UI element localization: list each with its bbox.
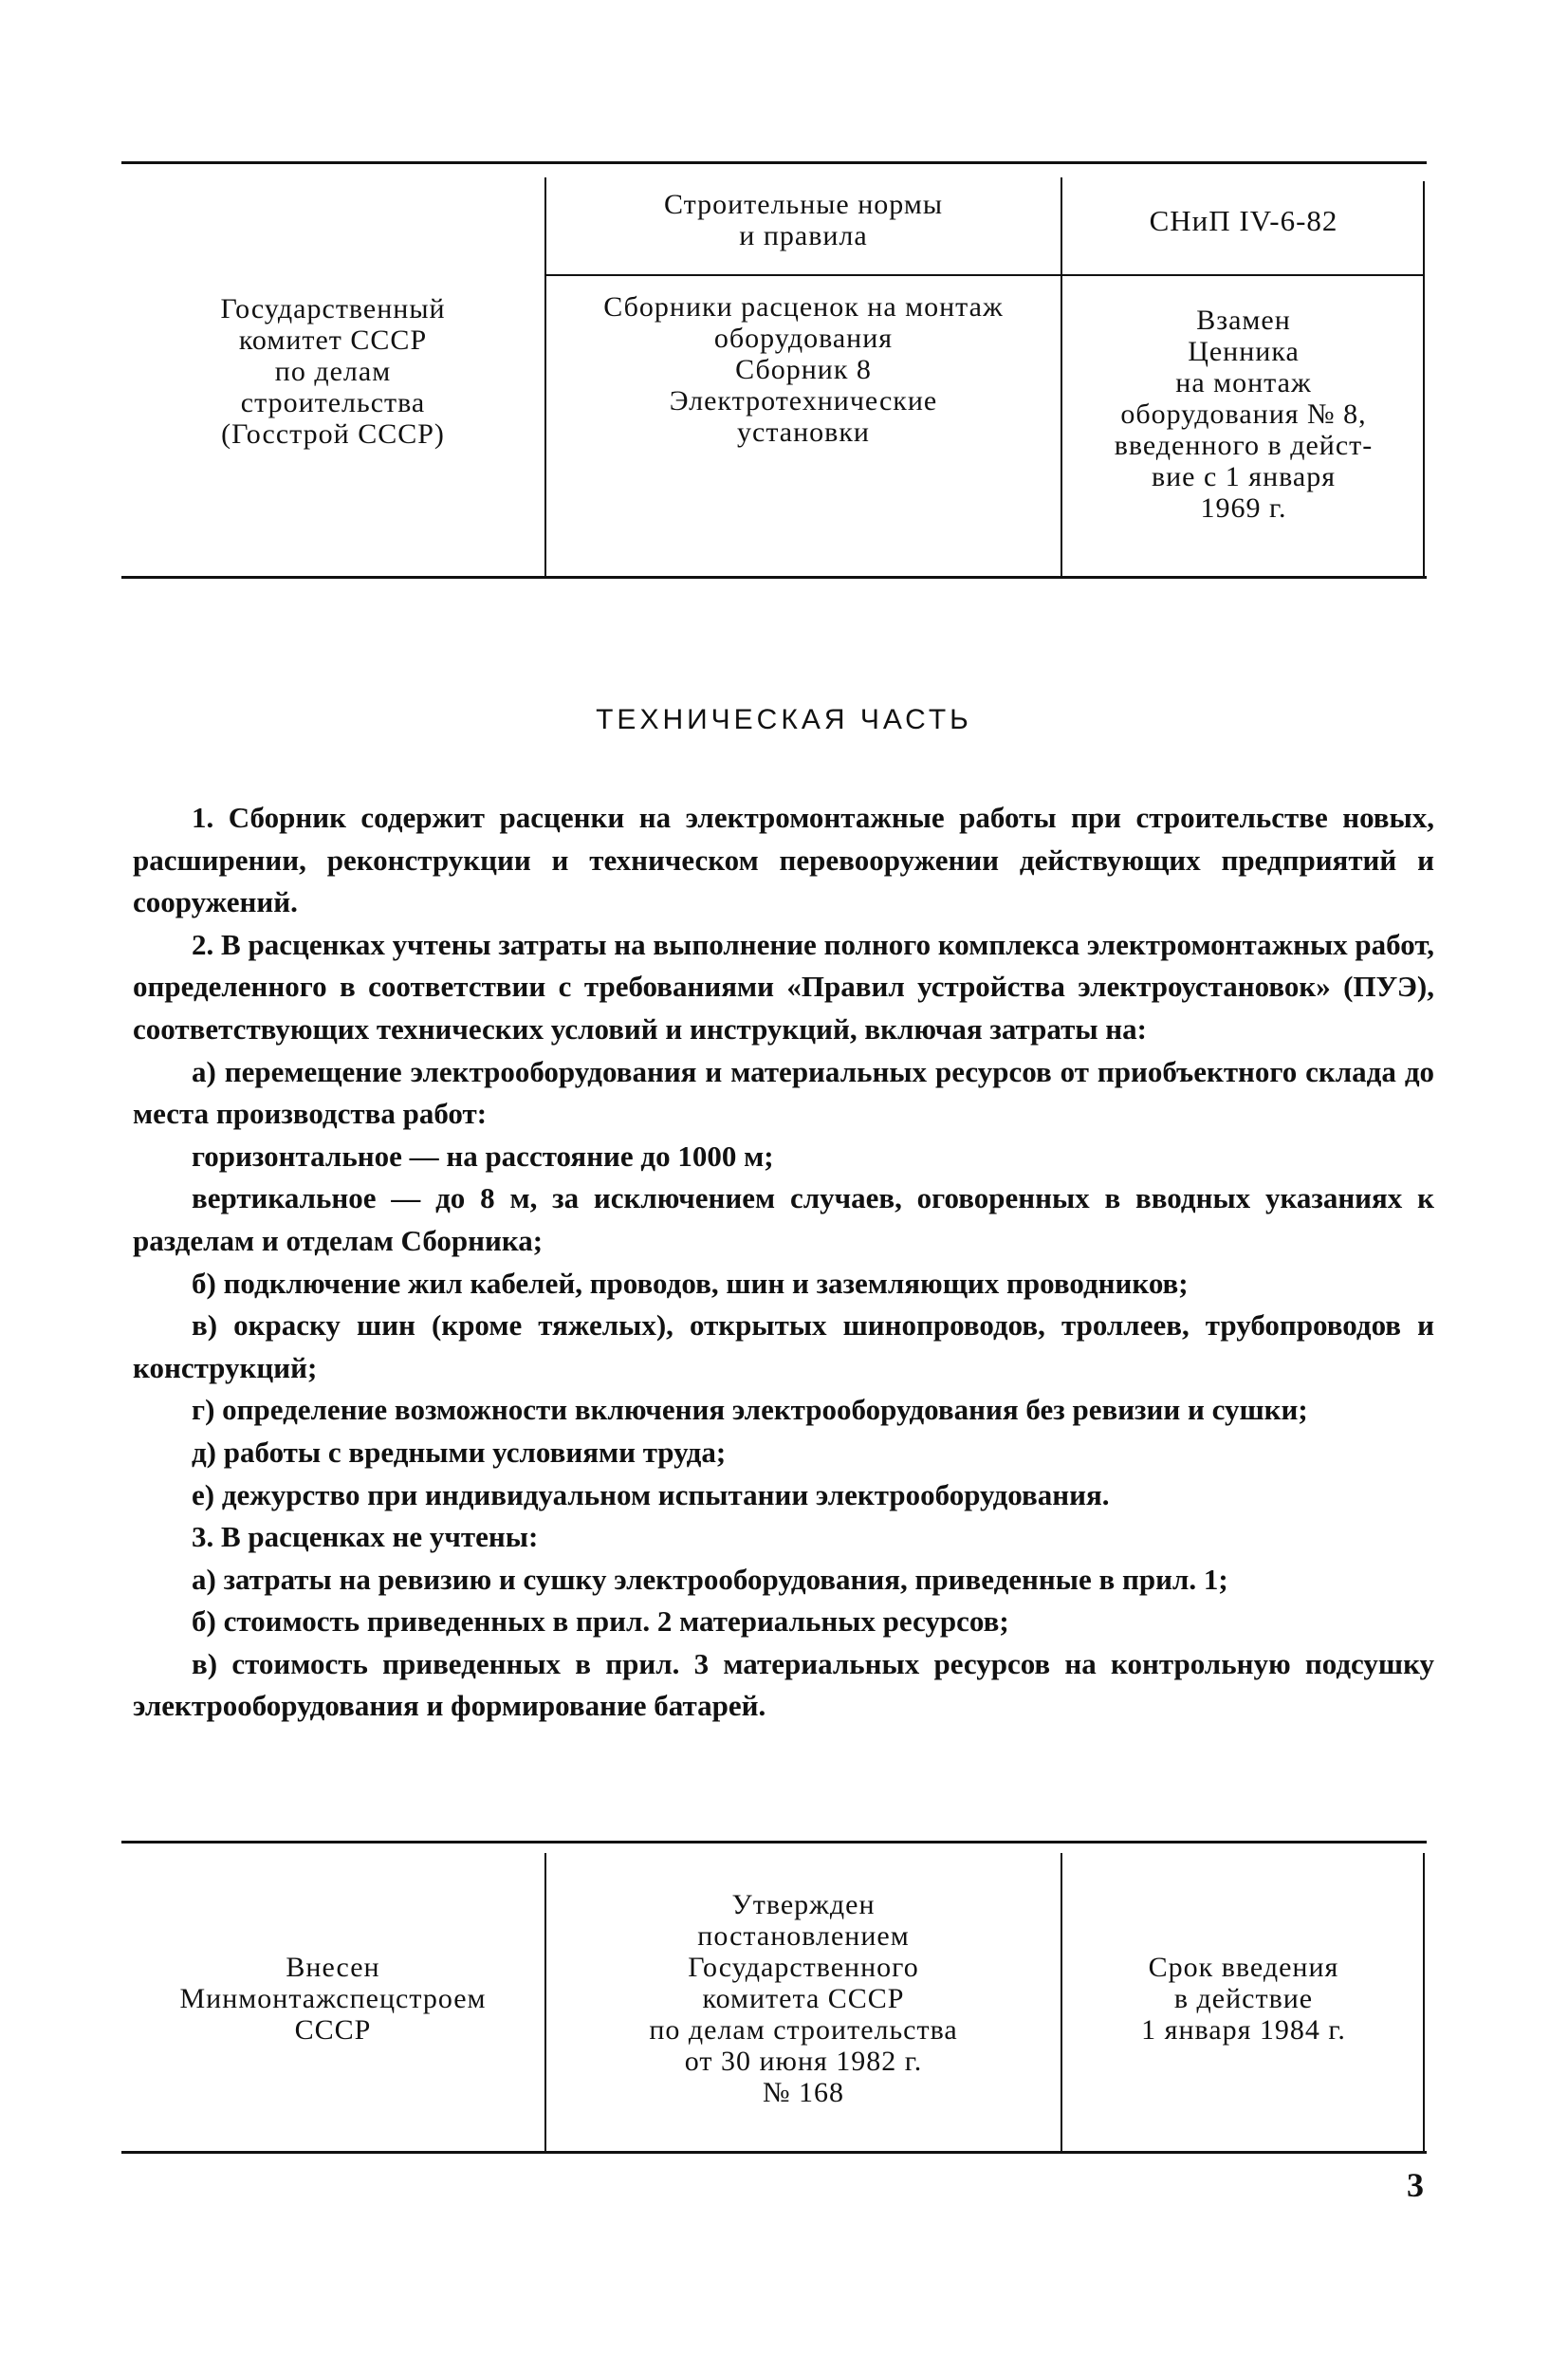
- paragraph: 1. Сборник содержит расценки на электромонтажные работы при строительстве новых, расширении, реконструкции и техническом перевооружении действующих предприятий и сооружений.: [133, 801, 1434, 919]
- agency-text: Государственный комитет СССР по делам строительства (Госстрой СССР): [220, 293, 446, 450]
- paragraph: горизонтальное — на расстояние до 1000 м;: [192, 1139, 774, 1173]
- technical-part-body: [133, 797, 1434, 1728]
- paragraph: г) определение возможности включения электрооборудования без ревизии и сушки;: [192, 1393, 1308, 1427]
- replaces-text: Взамен Ценника на монтаж оборудования № 8, введенного в дейст- вие с 1 января 1969 г.: [1114, 305, 1374, 524]
- submitted-text: Внесен Минмонтажспецстроем СССР: [179, 1952, 487, 2046]
- collection-cell: [546, 276, 1061, 466]
- norms-cell: [546, 168, 1061, 272]
- paragraph: 3. В расценках не учтены:: [192, 1520, 539, 1554]
- page-number: 3: [1407, 2166, 1424, 2204]
- paragraph: б) подключение жил кабелей, проводов, шин и заземляющих проводников;: [192, 1266, 1189, 1300]
- paragraph: д) работы с вредными условиями труда;: [192, 1435, 727, 1469]
- paragraph: а) перемещение электрооборудования и материальных ресурсов от приобъектного склада до места производства работ:: [133, 1054, 1434, 1131]
- paragraph: в) стоимость приведенных в прил. 3 материальных ресурсов на контрольную подсушку электрооборудования и формирование батарей.: [133, 1646, 1434, 1723]
- code-cell: [1062, 168, 1425, 272]
- paragraph: вертикальное — до 8 м, за исключением случаев, оговоренных в вводных указаниях к разделам и отделам Сборника;: [133, 1181, 1434, 1257]
- effective-cell: [1062, 1843, 1425, 2154]
- approved-cell: [546, 1843, 1061, 2154]
- paragraph: 2. В расценках учтены затраты на выполнение полного комплекса электромонтажных работ, определенного в соответствии с требованиями «Правил устройства электроустановок» (ПУЭ), соответствующих технических условий и инструкций, включая затраты на:: [133, 927, 1434, 1046]
- replaces-cell: [1062, 276, 1425, 578]
- agency-cell: [121, 164, 544, 579]
- approved-text: Утвержден постановлением Государственного комитета СССР по делам строительства от 30 июня 1982 г. № 168: [649, 1889, 958, 2108]
- paragraph: а) затраты на ревизию и сушку электрооборудования, приведенные в прил. 1;: [192, 1562, 1228, 1596]
- header-table: [121, 161, 1427, 579]
- paragraph: в) окраску шин (кроме тяжелых), открытых шинопроводов, троллеев, трубопроводов и конструкций;: [133, 1308, 1434, 1384]
- paragraph: б) стоимость приведенных в прил. 2 материальных ресурсов;: [192, 1604, 1009, 1639]
- collection-text: Сборники расценок на монтаж оборудования Сборник 8 Электротехнические установки: [603, 291, 1004, 448]
- section-title: ТЕХНИЧЕСКАЯ ЧАСТЬ: [596, 704, 972, 735]
- document-code: СНиП IV-6-82: [1149, 203, 1338, 237]
- paragraph: е) дежурство при индивидуальном испытании электрооборудования.: [192, 1477, 1110, 1511]
- footer-table: [121, 1841, 1427, 2154]
- norms-text: Строительные нормы и правила: [664, 189, 943, 251]
- submitted-cell: [121, 1843, 544, 2154]
- effective-text: Срок введения в действие 1 января 1984 г.: [1141, 1952, 1346, 2046]
